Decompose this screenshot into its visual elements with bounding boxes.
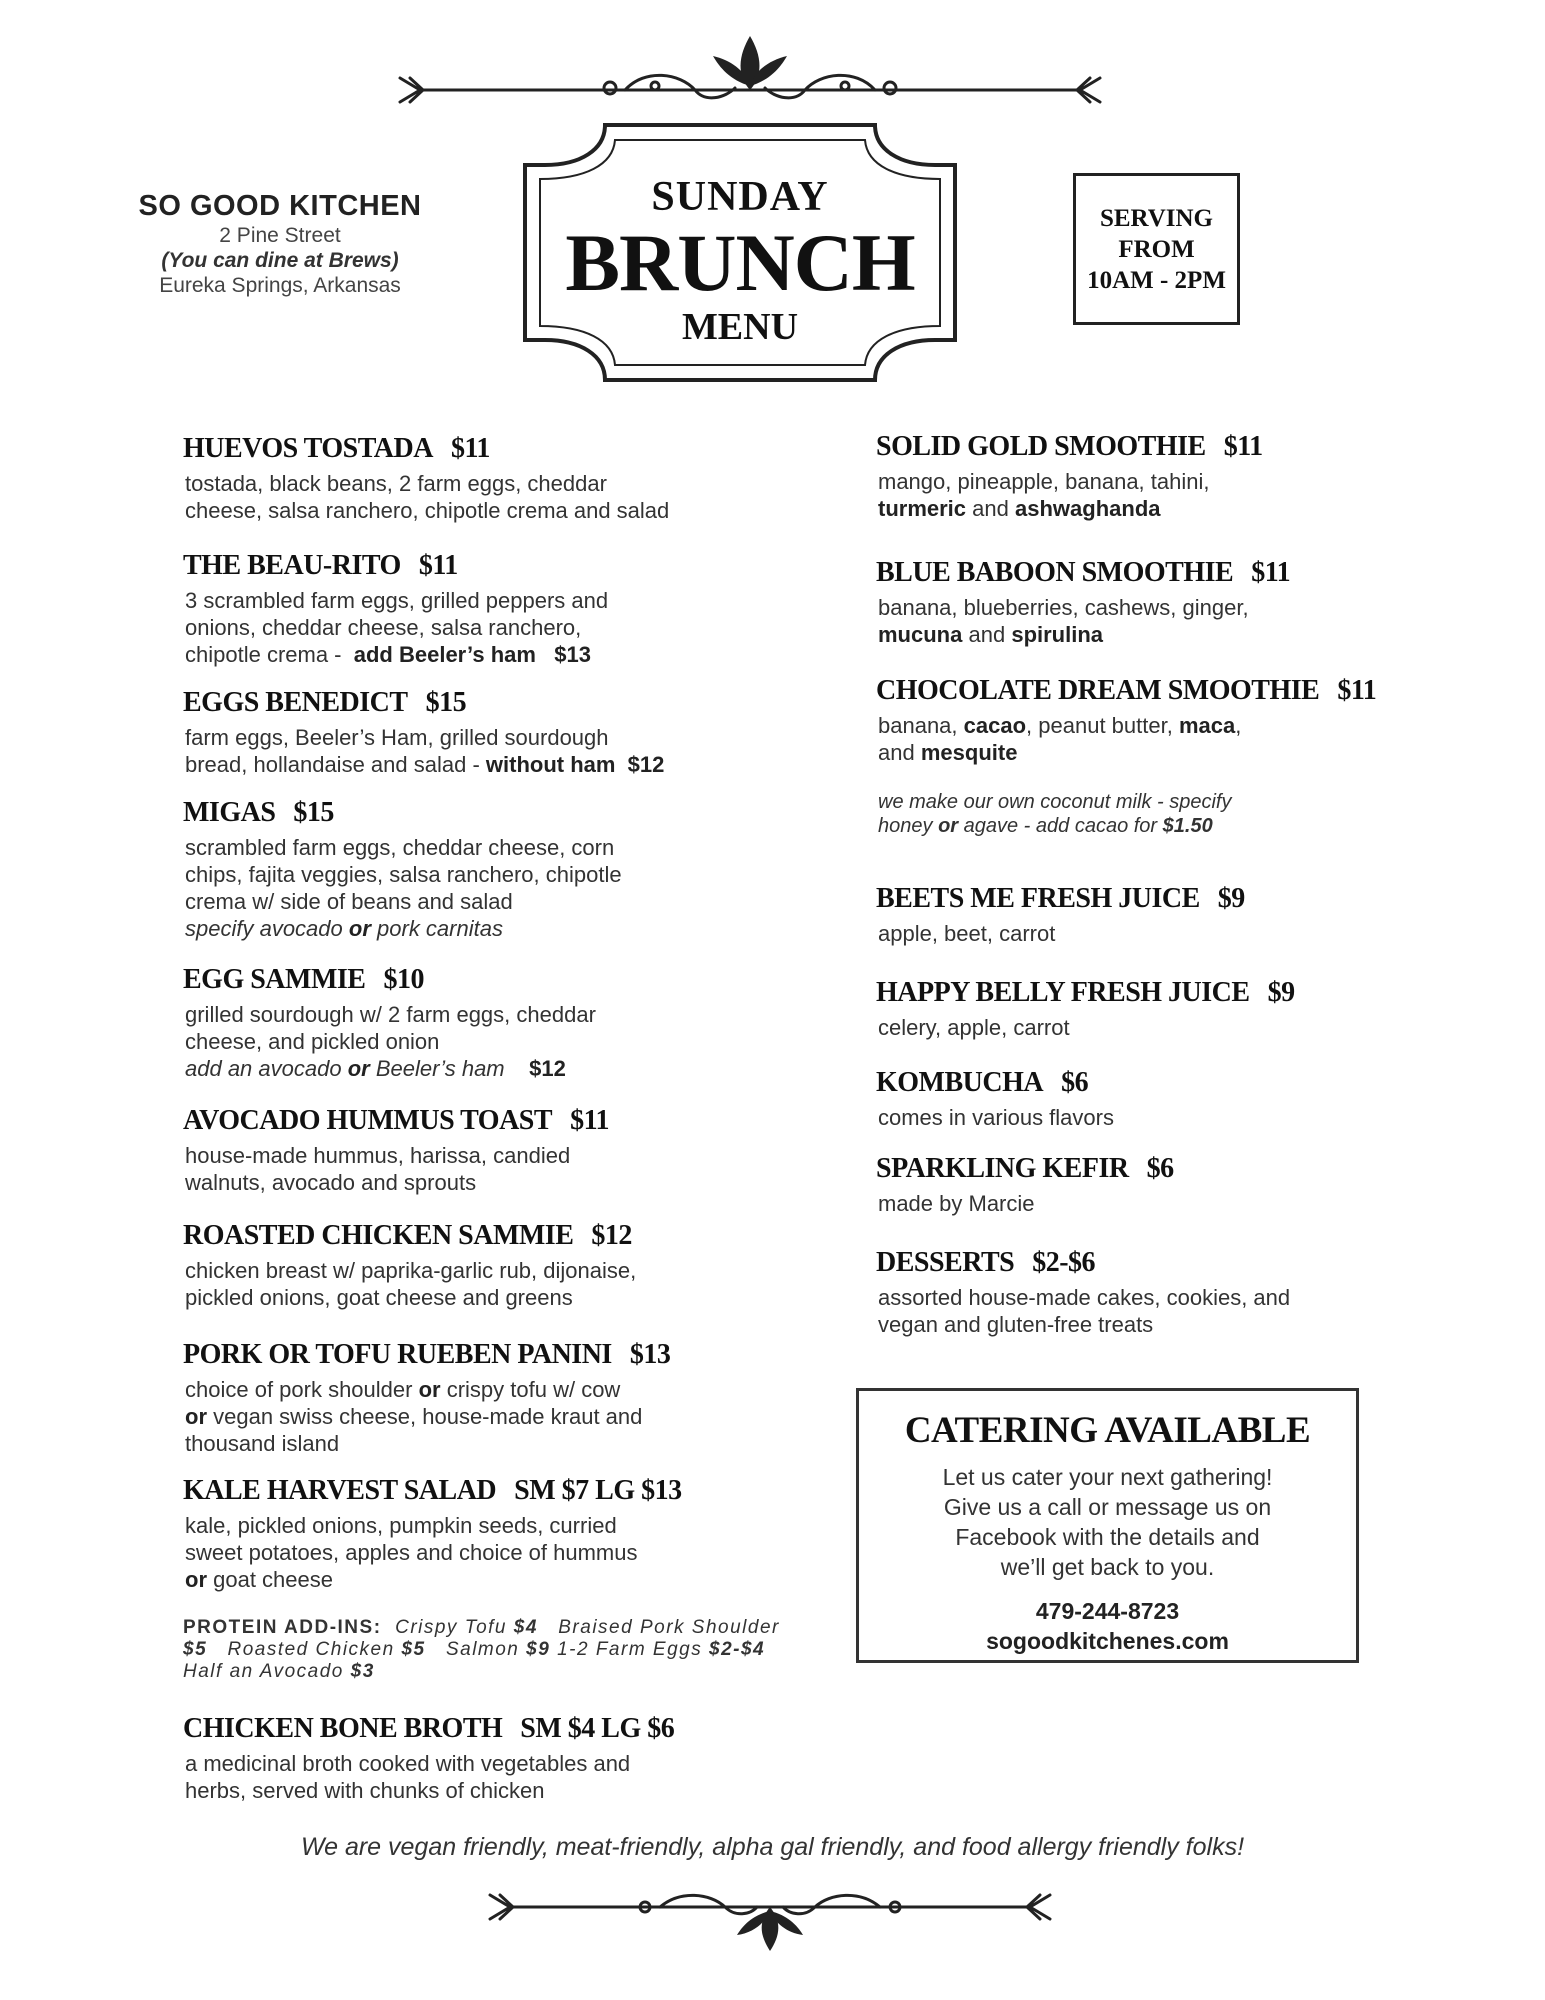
item-price: $13 [629, 1339, 671, 1370]
note-or: or [938, 815, 959, 837]
item-ingredient: cacao [963, 713, 1027, 738]
menu-item-desserts [876, 1246, 1496, 1338]
item-title: BLUE BABOON SMOOTHIE [876, 557, 1234, 588]
item-addon-price: $12 [627, 752, 665, 777]
item-desc-line: farm eggs, Beeler’s Ham, grilled sourdough [185, 725, 609, 750]
item-desc-part: thousand island [185, 1431, 340, 1456]
menu-item-kombucha [876, 1066, 1496, 1131]
item-or: or [185, 1567, 207, 1592]
serving-line1: SERVING [1099, 204, 1214, 232]
item-price: $15 [293, 797, 334, 828]
item-desc-part: , peanut butter, [1026, 713, 1173, 738]
item-title: CHICKEN BONE BROTH [183, 1713, 503, 1744]
catering-line: we’ll get back to you. [1000, 1554, 1215, 1580]
protein-name: Braised Pork Shoulder [558, 1617, 780, 1638]
title-menu: MENU [681, 306, 799, 348]
item-desc-line: mango, pineapple, banana, tahini, [878, 469, 1210, 494]
item-title: HUEVOS TOSTADA [183, 433, 433, 464]
protein-name: Salmon [445, 1639, 520, 1660]
item-desc-line: banana, blueberries, cashews, ginger, [878, 595, 1249, 620]
protein-price: $9 [526, 1639, 551, 1660]
restaurant-note: (You can dine at Brews) [161, 249, 399, 272]
item-price: $12 [591, 1220, 632, 1251]
item-desc-part: , [1235, 713, 1242, 738]
item-or: or [418, 1377, 441, 1402]
catering-box [856, 1388, 1359, 1663]
serving-line3: 10AM - 2PM [1087, 266, 1226, 294]
catering-phone[interactable]: 479-244-8723 [1035, 1598, 1180, 1624]
item-desc-line: assorted house-made cakes, cookies, and [878, 1285, 1291, 1310]
item-and: and [878, 740, 915, 765]
restaurant-name: SO GOOD KITCHEN [138, 190, 422, 222]
item-desc-line: chipotle crema - [185, 642, 342, 667]
item-ingredient: mucuna [878, 622, 963, 647]
footer-note: We are vegan friendly, meat-friendly, alpha gal friendly, and food allergy friendly folks! [300, 1833, 1245, 1861]
protein-name: Crispy Tofu [395, 1617, 507, 1638]
menu-item-kale-harvest-salad [183, 1474, 803, 1593]
item-addon-price: $12 [529, 1056, 566, 1081]
item-desc-line: scrambled farm eggs, cheddar cheese, corn [185, 835, 615, 860]
menu-item-avocado-hummus-toast [183, 1104, 803, 1196]
menu-item-rueben-panini [183, 1338, 803, 1457]
item-price: SM $4 LG $6 [520, 1713, 675, 1744]
catering-line: Let us cater your next gathering! [942, 1464, 1273, 1490]
item-desc-line: chips, fajita veggies, salsa ranchero, chipotle [185, 862, 622, 887]
item-desc-line: cheese, and pickled onion [185, 1029, 440, 1054]
protein-name: Half an Avocado [183, 1661, 344, 1682]
menu-item-blue-baboon-smoothie [876, 556, 1496, 648]
restaurant-street: 2 Pine Street [219, 224, 341, 247]
item-desc-part: crispy tofu w/ cow [446, 1377, 621, 1402]
item-desc-line: chicken breast w/ paprika-garlic rub, dijonaise, [185, 1258, 637, 1283]
protein-name: 1-2 Farm Eggs [557, 1639, 703, 1660]
serving-line2: FROM [1118, 235, 1195, 263]
protein-price: $3 [350, 1661, 375, 1682]
protein-price: $4 [513, 1617, 538, 1638]
item-addon-price: $13 [554, 642, 591, 667]
item-title: HAPPY BELLY FRESH JUICE [876, 977, 1250, 1008]
item-desc-line: walnuts, avocado and sprouts [185, 1170, 477, 1195]
item-title: THE BEAU-RITO [183, 550, 401, 581]
item-desc-line: kale, pickled onions, pumpkin seeds, curried [185, 1513, 617, 1538]
item-ingredient: spirulina [1011, 622, 1104, 647]
menu-item-roasted-chicken-sammie [183, 1219, 803, 1311]
item-or: or [348, 916, 371, 941]
item-desc-line: pickled onions, goat cheese and greens [185, 1285, 573, 1310]
catering-line: Facebook with the details and [955, 1524, 1260, 1550]
catering-title: CATERING AVAILABLE [904, 1410, 1311, 1451]
item-desc-part: choice of pork shoulder [185, 1377, 413, 1402]
item-and: and [968, 622, 1006, 647]
menu-item-happy-belly-juice [876, 976, 1496, 1041]
item-title: AVOCADO HUMMUS TOAST [183, 1105, 553, 1136]
item-desc-line: 3 scrambled farm eggs, grilled peppers and [185, 588, 609, 613]
item-price: $11 [570, 1105, 610, 1136]
item-or: or [347, 1056, 370, 1081]
menu-item-beets-me-juice [876, 882, 1496, 947]
item-option: add an avocado [185, 1056, 342, 1081]
menu-item-sparkling-kefir [876, 1152, 1496, 1217]
note-line: we make our own coconut milk - specify [878, 791, 1232, 813]
item-title: EGGS BENEDICT [183, 687, 408, 718]
brunch-title-frame [505, 105, 975, 400]
item-ingredient: mesquite [920, 740, 1018, 765]
item-desc-line: apple, beet, carrot [878, 921, 1056, 946]
item-desc-line: bread, hollandaise and salad - [185, 752, 480, 777]
item-price: $11 [418, 550, 458, 581]
serving-hours-box [1073, 173, 1240, 325]
item-desc-line: grilled sourdough w/ 2 farm eggs, cheddar [185, 1002, 596, 1027]
item-desc-part: vegan swiss cheese, house-made kraut and [213, 1404, 643, 1429]
top-ornament [395, 28, 1105, 113]
item-ingredient: ashwaghanda [1015, 496, 1161, 521]
item-price: $9 [1217, 883, 1245, 914]
item-addon: add Beeler’s ham [353, 642, 536, 667]
item-price: $11 [1251, 557, 1291, 588]
item-title: DESSERTS [876, 1247, 1015, 1278]
item-title: PORK OR TOFU RUEBEN PANINI [183, 1339, 612, 1370]
item-price: $15 [425, 687, 467, 718]
catering-line: Give us a call or message us on [943, 1494, 1272, 1520]
item-ingredient: turmeric [878, 496, 967, 521]
protein-price: $2-$4 [709, 1639, 766, 1660]
menu-item-migas [183, 796, 803, 942]
item-title: BEETS ME FRESH JUICE [876, 883, 1200, 914]
item-desc-line: celery, apple, carrot [878, 1015, 1070, 1040]
item-title: KALE HARVEST SALAD [183, 1475, 497, 1506]
menu-item-chicken-bone-broth [183, 1712, 803, 1804]
protein-price: $5 [401, 1639, 426, 1660]
protein-add-ins: PROTEIN ADD-INS: Crispy Tofu $4 Braised Pork Shoulder $5 Roasted Chicken $5 Salmon $9 1-2 Farm Eggs $2-$4 Half an Avocado $3 [183, 1617, 780, 1682]
protein-label: PROTEIN ADD-INS [183, 1617, 374, 1638]
item-desc-part: banana, [878, 713, 958, 738]
item-price: $9 [1267, 977, 1295, 1008]
menu-item-egg-sammie [183, 963, 803, 1082]
catering-website[interactable]: sogoodkitchenes.com [986, 1628, 1229, 1654]
title-sunday: SUNDAY [651, 174, 829, 220]
item-price: $11 [1337, 675, 1377, 706]
item-and: and [972, 496, 1009, 521]
item-price: SM $7 LG $13 [514, 1475, 682, 1506]
item-title: KOMBUCHA [876, 1067, 1044, 1098]
item-price: $6 [1146, 1153, 1174, 1184]
item-desc-line: cheese, salsa ranchero, chipotle crema and salad [185, 498, 670, 523]
protein-name: Roasted Chicken [227, 1639, 395, 1660]
item-desc-line: sweet potatoes, apples and choice of hummus [185, 1540, 638, 1565]
note-price: $1.50 [1162, 815, 1213, 837]
item-desc-line: comes in various flavors [878, 1105, 1114, 1130]
item-price: $2-$6 [1032, 1247, 1096, 1278]
item-title: SPARKLING KEFIR [876, 1153, 1129, 1184]
item-desc-part: goat cheese [213, 1567, 333, 1592]
menu-item-chocolate-dream-smoothie [876, 674, 1496, 766]
title-brunch: BRUNCH [565, 217, 915, 308]
item-desc-line: a medicinal broth cooked with vegetables and [185, 1751, 631, 1776]
note-part: agave - add cacao for [963, 815, 1158, 837]
item-title: SOLID GOLD SMOOTHIE [876, 431, 1206, 462]
item-title: CHOCOLATE DREAM SMOOTHIE [876, 675, 1320, 706]
item-desc-line: made by Marcie [878, 1191, 1035, 1216]
item-price: $11 [450, 433, 490, 464]
restaurant-city: Eureka Springs, Arkansas [159, 274, 401, 297]
item-desc-line: onions, cheddar cheese, salsa ranchero, [185, 615, 582, 640]
item-title: MIGAS [183, 797, 276, 828]
note-part: honey [878, 815, 933, 837]
item-desc-line: tostada, black beans, 2 farm eggs, cheddar [185, 471, 607, 496]
item-or: or [185, 1404, 207, 1429]
item-option: pork carnitas [377, 916, 503, 941]
item-price: $10 [383, 964, 424, 995]
menu-item-huevos-tostada [183, 432, 803, 524]
protein-price: $5 [183, 1639, 208, 1660]
item-title: ROASTED CHICKEN SAMMIE [183, 1220, 574, 1251]
restaurant-info [110, 190, 450, 298]
item-desc-line: crema w/ side of beans and salad [185, 889, 513, 914]
item-price: $6 [1061, 1067, 1089, 1098]
item-title: EGG SAMMIE [183, 964, 366, 995]
item-option: Beeler’s ham [375, 1056, 505, 1081]
item-price: $11 [1223, 431, 1263, 462]
item-option: specify avocado [185, 916, 343, 941]
coconut-milk-note [878, 790, 1438, 838]
menu-item-solid-gold-smoothie [876, 430, 1496, 522]
menu-item-eggs-benedict [183, 686, 803, 778]
item-desc-line: herbs, served with chunks of chicken [185, 1778, 545, 1803]
menu-item-beau-rito [183, 549, 803, 668]
item-desc-line: vegan and gluten-free treats [878, 1312, 1154, 1337]
item-desc-line: house-made hummus, harissa, candied [185, 1143, 571, 1168]
bottom-ornament [485, 1885, 1055, 1955]
item-ingredient: maca [1178, 713, 1236, 738]
item-addon: without ham [485, 752, 616, 777]
